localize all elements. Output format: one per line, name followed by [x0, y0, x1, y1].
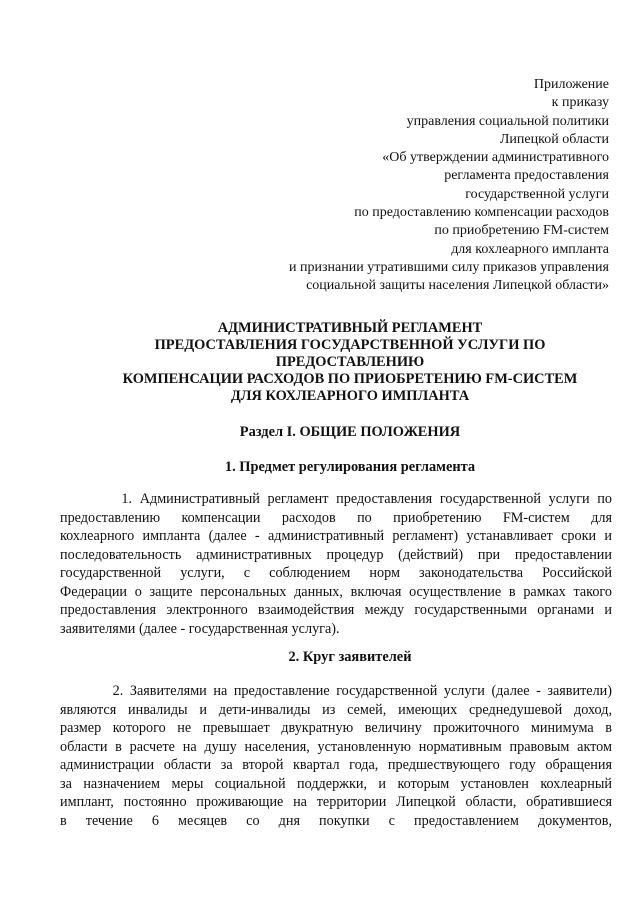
- appendix-line: и признании утратившими силу приказов управления: [289, 259, 609, 275]
- appendix-line: социальной защиты населения Липецкой области»: [306, 278, 609, 294]
- appendix-line: к приказу: [551, 95, 609, 111]
- paragraph-line: за назначением меры социальной поддержки, и которым установлен кохлеарный: [60, 775, 612, 792]
- title-line: ПРЕДОСТАВЛЕНИЮ: [275, 354, 425, 370]
- appendix-line: регламента предоставления: [444, 168, 609, 184]
- section-heading: Раздел I. ОБЩИЕ ПОЛОЖЕНИЯ: [239, 424, 461, 440]
- paragraph-1: [60, 490, 612, 638]
- paragraph-line: кохлеарного импланта (далее - административный регламент) устанавливает сроки и: [60, 528, 612, 544]
- document-title: [60, 320, 640, 405]
- paragraph-line: в течение 6 месяцев со дня покупки с предоставлением документов,: [60, 812, 612, 829]
- appendix-line: государственной услуги: [465, 186, 609, 202]
- paragraph-line: предоставлению компенсации расходов по приобретению FM-систем для: [60, 509, 612, 526]
- paragraph-line: 1. Административный регламент предоставления государственной услуги по: [60, 491, 612, 507]
- appendix-line: «Об утверждении административного: [382, 150, 609, 166]
- paragraph-line: области в расчете на душу населения, установленную нормативным правовым актом: [60, 738, 612, 755]
- title-line: КОМПЕНСАЦИИ РАСХОДОВ ПО ПРИОБРЕТЕНИЮ FM-СИСТЕМ: [122, 371, 578, 387]
- title-line: ДЛЯ КОХЛЕАРНОГО ИМПЛАНТА: [230, 388, 470, 404]
- title-line: ПРЕДОСТАВЛЕНИЯ ГОСУДАРСТВЕННОЙ УСЛУГИ ПО: [154, 337, 546, 353]
- paragraph-line: предоставления электронного взаимодействия между государственными органами и: [60, 602, 612, 618]
- paragraph-line: 2. Заявителями на предоставление государственной услуги (далее - заявители): [60, 683, 612, 699]
- paragraph-line: имплант, постоянно проживающие на территории Липецкой области, обратившиеся: [60, 794, 612, 810]
- appendix-line: для кохлеарного импланта: [451, 241, 609, 257]
- appendix-line: Приложение: [533, 77, 609, 92]
- paragraph-line: государственной услуги, с соблюдением норм законодательства Российской: [60, 565, 612, 581]
- appendix-line: по предоставлению компенсации расходов: [354, 205, 609, 221]
- subsection-heading: 2. Круг заявителей: [288, 649, 412, 665]
- appendix-line: управления социальной политики: [406, 113, 609, 129]
- appendix-line: Липецкой области: [499, 131, 609, 147]
- paragraph-line: последовательность административных процедур (действий) при предоставлении: [60, 546, 612, 563]
- paragraph-line: заявителями (далее - государственная услуга).: [60, 620, 340, 637]
- paragraph-line: являются инвалиды и дети-инвалиды из семей, имеющих среднедушевой доход,: [60, 701, 612, 718]
- title-line: АДМИНИСТРАТИВНЫЙ РЕГЛАМЕНТ: [217, 320, 483, 336]
- subsection-heading: 1. Предмет регулирования регламента: [224, 459, 476, 475]
- appendix-line: по приобретению FM-систем: [434, 223, 609, 239]
- appendix-block: [229, 76, 609, 296]
- paragraph-2: [60, 682, 612, 830]
- paragraph-line: размер которого не превышает двукратную величину прожиточного минимума в: [60, 720, 612, 736]
- paragraph-line: Федерации о защите персональных данных, включая осуществление в рамках такого: [60, 583, 612, 600]
- paragraph-line: администрации области за второй квартал года, предшествующего году обращения: [60, 757, 612, 773]
